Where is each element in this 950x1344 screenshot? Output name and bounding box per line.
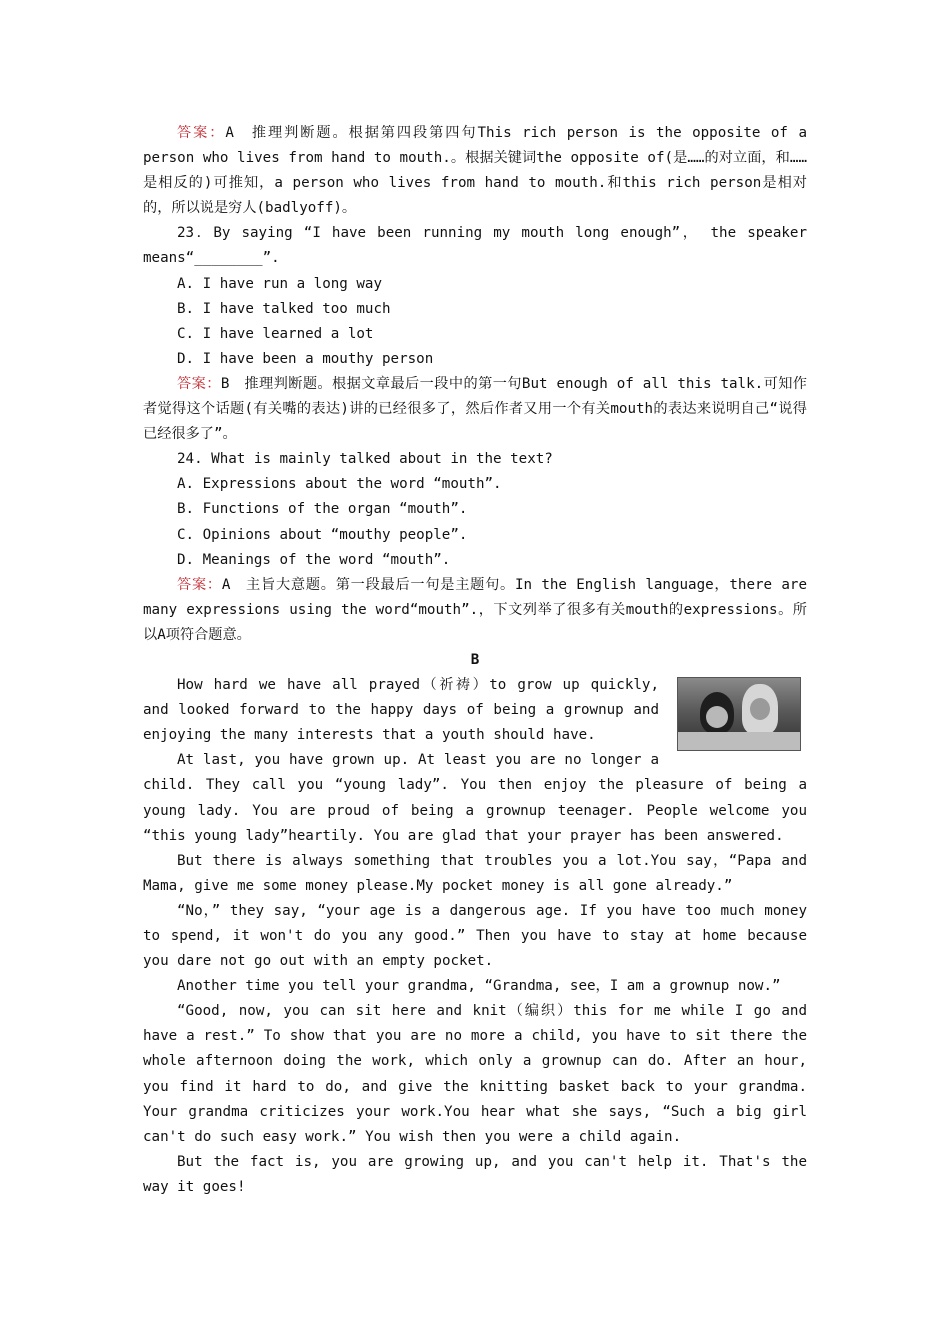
illustration-photo (677, 677, 801, 751)
passage-paragraph: But there is always something that troubles you a lot.You say，“Papa and Mama, give me some money please.My pocket money is all gone already.” (143, 852, 807, 894)
document-page (143, 121, 807, 1200)
q22-answer (143, 121, 807, 221)
q24-option-b: B. Functions of the organ “mouth”. (177, 501, 468, 518)
answer-label: 答案： (177, 125, 226, 141)
q24-answer (143, 573, 807, 648)
q23-option-a: A. I have run a long way (177, 275, 382, 292)
passage-paragraph: “No，” they say, “your age is a dangerous age. If you have too much money to spend, it won't do you any good.” Then you have to stay at home because you dare not go out with an empty pocket. (143, 902, 807, 970)
answer-text: A 推理判断题。根据第四段第四句This rich person is the opposite of a person who lives from hand to mouth.。根据关键词the opposite of(是……的对立面，和……是相反的)可推知，a person who lives from hand to mouth.和this rich person是相对的，所以说是穷人(badlyoff)。 (143, 125, 807, 217)
q23-answer (143, 372, 807, 447)
passage-paragraph: How hard we have all prayed（祈祷）to grow up quickly, and looked forward to the happy days of being a grownup and enjoying the many interests that a youth should have. (143, 677, 659, 744)
answer-label: 答案： (177, 375, 221, 392)
passage-paragraph: Another time you tell your grandma, “Grandma, see，I am a grownup now.” (177, 978, 781, 995)
q23-stem: 23．By saying “I have been running my mouth long enough”， the speaker means“________”. (143, 225, 807, 267)
q24-option-d: D. Meanings of the word “mouth”. (177, 551, 451, 568)
passage-paragraph: At last, you have grown up. At least you are no longer a child. They call you “young lady”. You then enjoy the pleasure of being a young lady. You are proud of being a grownup teenager. People welcome you “this young lady”heartily. You are glad that your prayer has been answered. (143, 752, 807, 844)
passage-paragraph: But the fact is, you are growing up, and you can't help it. That's the way it goes! (143, 1153, 807, 1195)
passage-paragraph: “Good, now, you can sit here and knit（编织）this for me while I go and have a rest.” To show that you are no more a child, you have to sit there the whole afternoon doing the work, which only a grownup can do. After an hour, you find it hard to do, and give the knitting basket back to your grandma. Your grandma criticizes your work.You hear what she says, “Such a big girl can't do such easy work.” You wish then you were a child again. (143, 1003, 807, 1145)
answer-label: 答案： (177, 576, 222, 593)
answer-text: B 推理判断题。根据文章最后一段中的第一句But enough of all this talk.可知作者觉得这个话题(有关嘴的表达)讲的已经很多了，然后作者又用一个有关mouth的表达来说明自己“说得已经很多了”。 (143, 375, 807, 443)
q24-option-a: A. Expressions about the word “mouth”. (177, 476, 502, 493)
q24-stem: 24. What is mainly talked about in the text? (177, 451, 553, 468)
answer-text: A 主旨大意题。第一段最后一句是主题句。In the English language，there are many expressions using the word“mouth”.，下文列举了很多有关mouth的expressions。所以A项符合题意。 (143, 576, 807, 643)
q23-option-c: C. I have learned a lot (177, 325, 374, 342)
q23-option-b: B. I have talked too much (177, 300, 391, 317)
q24-option-c: C. Opinions about “mouthy people”. (177, 526, 468, 543)
q23-option-d: D. I have been a mouthy person (177, 350, 434, 367)
section-heading: B (470, 651, 480, 668)
